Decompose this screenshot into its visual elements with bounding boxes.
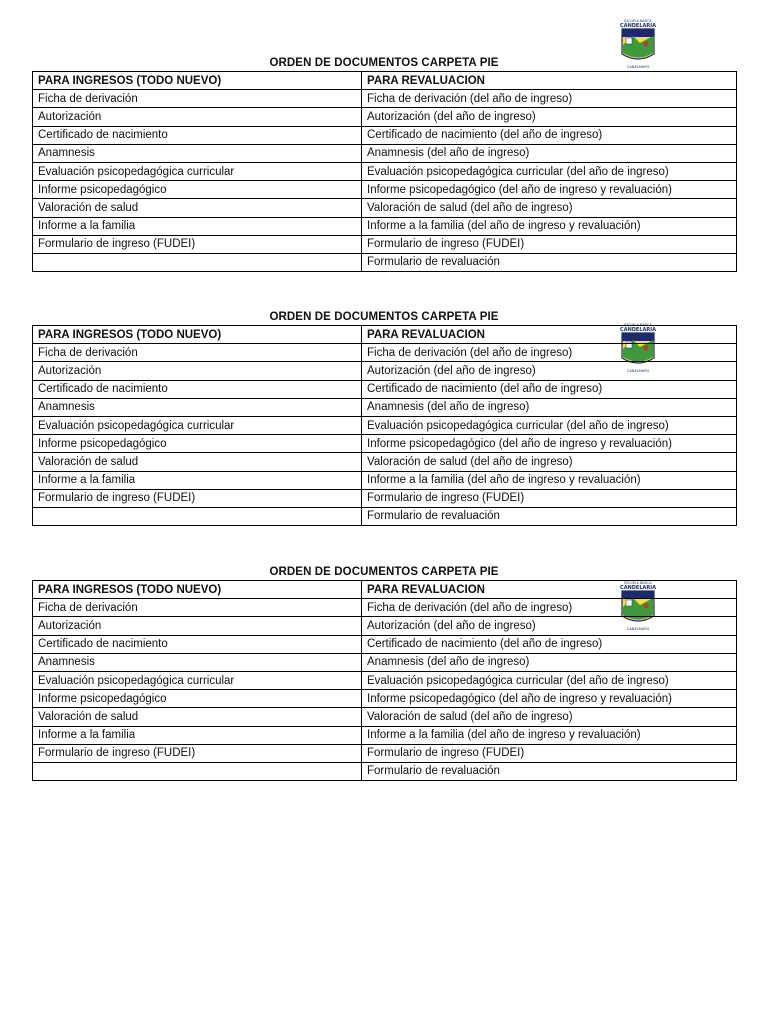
ingreso-cell: Anamnesis xyxy=(33,653,362,671)
table-row xyxy=(33,362,737,380)
revaluacion-cell: Formulario de ingreso (FUDEI) xyxy=(362,489,737,507)
ingreso-cell: Certificado de nacimiento xyxy=(33,635,362,653)
header-revaluacion: PARA REVALUACION xyxy=(362,581,737,599)
revaluacion-cell: Formulario de revaluación xyxy=(362,253,737,271)
ingreso-cell: Certificado de nacimiento xyxy=(33,380,362,398)
table-row xyxy=(33,708,737,726)
revaluacion-cell: Ficha de derivación (del año de ingreso) xyxy=(362,344,737,362)
documents-table xyxy=(32,71,737,272)
table-row xyxy=(33,380,737,398)
table-row xyxy=(33,416,737,434)
ingreso-cell: Informe a la familia xyxy=(33,217,362,235)
table-header-row xyxy=(33,581,737,599)
table-row xyxy=(33,235,737,253)
logo-bottom-text: CANELMAPU xyxy=(626,627,650,631)
table-row xyxy=(33,653,737,671)
ingreso-cell: Formulario de ingreso (FUDEI) xyxy=(33,489,362,507)
logo-top-text: ESCUELA BASICA xyxy=(624,581,652,585)
ingreso-cell: Valoración de salud xyxy=(33,199,362,217)
table-header-row xyxy=(33,326,737,344)
revaluacion-cell: Informe psicopedagógico (del año de ingreso y revaluación) xyxy=(362,435,737,453)
ingreso-cell: Ficha de derivación xyxy=(33,90,362,108)
document-section-3 xyxy=(32,565,736,781)
revaluacion-cell: Formulario de ingreso (FUDEI) xyxy=(362,744,737,762)
ingreso-cell: Formulario de ingreso (FUDEI) xyxy=(33,235,362,253)
ingreso-cell: Evaluación psicopedagógica curricular xyxy=(33,162,362,180)
document-section-2 xyxy=(32,310,736,526)
revaluacion-cell: Evaluación psicopedagógica curricular (del año de ingreso) xyxy=(362,671,737,689)
ingreso-cell: Evaluación psicopedagógica curricular xyxy=(33,671,362,689)
ingreso-cell: Autorización xyxy=(33,617,362,635)
ingreso-cell: Evaluación psicopedagógica curricular xyxy=(33,416,362,434)
logo-bottom-text: CANELMAPU xyxy=(626,65,650,69)
table-row xyxy=(33,108,737,126)
revaluacion-cell: Valoración de salud (del año de ingreso) xyxy=(362,708,737,726)
table-row xyxy=(33,90,737,108)
table-row xyxy=(33,489,737,507)
logo-bottom-text: CANELMAPU xyxy=(626,369,650,373)
table-row xyxy=(33,126,737,144)
header-ingresos: PARA INGRESOS (TODO NUEVO) xyxy=(33,72,362,90)
ingreso-cell: Informe psicopedagógico xyxy=(33,181,362,199)
table-row xyxy=(33,253,737,271)
logo-name: CANDELARIA xyxy=(620,327,656,333)
ingreso-cell: Formulario de ingreso (FUDEI) xyxy=(33,744,362,762)
ingreso-cell: Informe a la familia xyxy=(33,471,362,489)
table-row xyxy=(33,507,737,525)
revaluacion-cell: Informe a la familia (del año de ingreso y revaluación) xyxy=(362,217,737,235)
header-ingresos: PARA INGRESOS (TODO NUEVO) xyxy=(33,581,362,599)
ingreso-cell: Certificado de nacimiento xyxy=(33,126,362,144)
ingreso-cell xyxy=(33,253,362,271)
revaluacion-cell: Ficha de derivación (del año de ingreso) xyxy=(362,599,737,617)
ingreso-cell xyxy=(33,762,362,780)
table-row xyxy=(33,617,737,635)
table-row xyxy=(33,762,737,780)
table-row xyxy=(33,217,737,235)
table-row xyxy=(33,744,737,762)
section-title: ORDEN DE DOCUMENTOS CARPETA PIE xyxy=(269,57,499,69)
revaluacion-cell: Anamnesis (del año de ingreso) xyxy=(362,398,737,416)
revaluacion-cell: Formulario de revaluación xyxy=(362,507,737,525)
logo-name: CANDELARIA xyxy=(620,23,656,29)
table-row xyxy=(33,144,737,162)
revaluacion-cell: Valoración de salud (del año de ingreso) xyxy=(362,453,737,471)
revaluacion-cell: Formulario de ingreso (FUDEI) xyxy=(362,235,737,253)
table-row xyxy=(33,435,737,453)
revaluacion-cell: Informe psicopedagógico (del año de ingreso y revaluación) xyxy=(362,690,737,708)
logo-name: CANDELARIA xyxy=(620,585,656,591)
table-row xyxy=(33,453,737,471)
revaluacion-cell: Certificado de nacimiento (del año de ingreso) xyxy=(362,126,737,144)
revaluacion-cell: Certificado de nacimiento (del año de ingreso) xyxy=(362,380,737,398)
revaluacion-cell: Valoración de salud (del año de ingreso) xyxy=(362,199,737,217)
table-row xyxy=(33,181,737,199)
table-row xyxy=(33,635,737,653)
table-row xyxy=(33,162,737,180)
table-row xyxy=(33,690,737,708)
header-revaluacion: PARA REVALUACION xyxy=(362,72,737,90)
ingreso-cell: Ficha de derivación xyxy=(33,344,362,362)
header-ingresos: PARA INGRESOS (TODO NUEVO) xyxy=(33,326,362,344)
revaluacion-cell: Autorización (del año de ingreso) xyxy=(362,617,737,635)
ingreso-cell: Ficha de derivación xyxy=(33,599,362,617)
ingreso-cell: Autorización xyxy=(33,362,362,380)
ingreso-cell: Valoración de salud xyxy=(33,453,362,471)
ingreso-cell: Anamnesis xyxy=(33,144,362,162)
revaluacion-cell: Anamnesis (del año de ingreso) xyxy=(362,653,737,671)
revaluacion-cell: Ficha de derivación (del año de ingreso) xyxy=(362,90,737,108)
revaluacion-cell: Evaluación psicopedagógica curricular (del año de ingreso) xyxy=(362,162,737,180)
ingreso-cell: Anamnesis xyxy=(33,398,362,416)
revaluacion-cell: Certificado de nacimiento (del año de ingreso) xyxy=(362,635,737,653)
table-row xyxy=(33,398,737,416)
logo-top-text: ESCUELA BASICA xyxy=(624,323,652,327)
document-section-1 xyxy=(32,56,736,272)
documents-table xyxy=(32,580,737,781)
ingreso-cell: Informe a la familia xyxy=(33,726,362,744)
table-row xyxy=(33,671,737,689)
table-row xyxy=(33,726,737,744)
table-row xyxy=(33,199,737,217)
ingreso-cell xyxy=(33,507,362,525)
revaluacion-cell: Formulario de revaluación xyxy=(362,762,737,780)
table-row xyxy=(33,471,737,489)
revaluacion-cell: Informe psicopedagógico (del año de ingreso y revaluación) xyxy=(362,181,737,199)
header-revaluacion: PARA REVALUACION xyxy=(362,326,737,344)
documents-table xyxy=(32,325,737,526)
ingreso-cell: Valoración de salud xyxy=(33,708,362,726)
ingreso-cell: Autorización xyxy=(33,108,362,126)
revaluacion-cell: Anamnesis (del año de ingreso) xyxy=(362,144,737,162)
table-row xyxy=(33,599,737,617)
table-row xyxy=(33,344,737,362)
table-header-row xyxy=(33,72,737,90)
ingreso-cell: Informe psicopedagógico xyxy=(33,435,362,453)
revaluacion-cell: Informe a la familia (del año de ingreso y revaluación) xyxy=(362,471,737,489)
revaluacion-cell: Autorización (del año de ingreso) xyxy=(362,362,737,380)
revaluacion-cell: Autorización (del año de ingreso) xyxy=(362,108,737,126)
revaluacion-cell: Evaluación psicopedagógica curricular (del año de ingreso) xyxy=(362,416,737,434)
ingreso-cell: Informe psicopedagógico xyxy=(33,690,362,708)
revaluacion-cell: Informe a la familia (del año de ingreso y revaluación) xyxy=(362,726,737,744)
section-title: ORDEN DE DOCUMENTOS CARPETA PIE xyxy=(269,311,499,323)
section-title: ORDEN DE DOCUMENTOS CARPETA PIE xyxy=(269,566,499,578)
logo-top-text: ESCUELA BASICA xyxy=(624,19,652,23)
